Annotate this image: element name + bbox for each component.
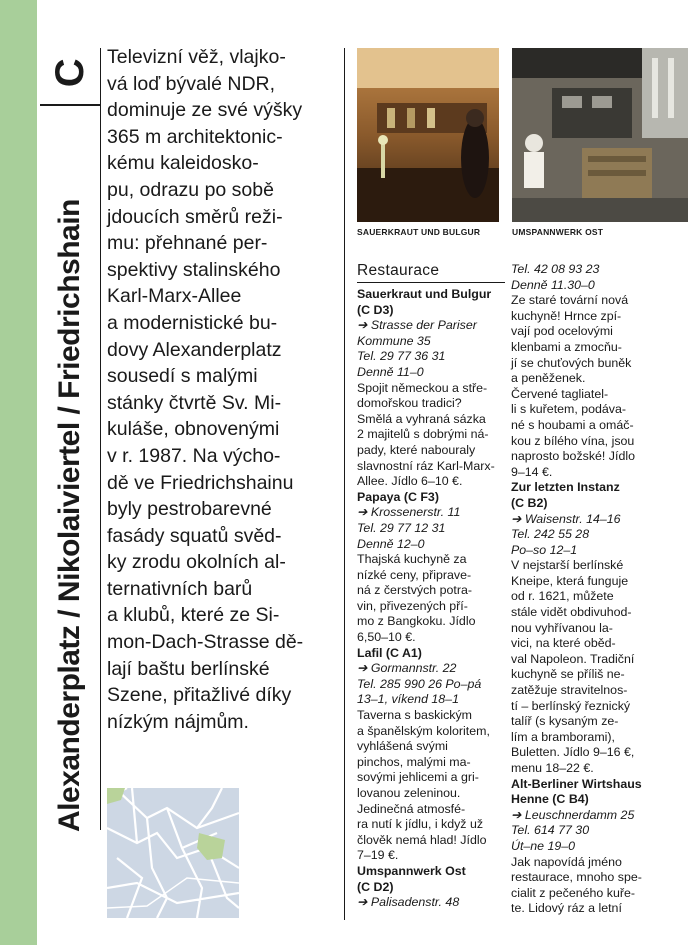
intro-line: dovy Alexanderplatz [107, 338, 282, 361]
intro-line: stánky čtvrtě Sv. Mi- [107, 391, 282, 414]
column-line: Papaya (C F3) [357, 489, 439, 504]
column-line: restaurace, mnoho spe- [511, 870, 642, 885]
column-line: kuchyně se příliš ne- [511, 667, 625, 682]
column-line: né s houbami a omáč- [511, 417, 634, 432]
intro-line: 365 m architektonic- [107, 125, 283, 148]
intro-line: spektivy stalinského [107, 258, 281, 281]
intro-line: ky zrodu okolních al- [107, 551, 286, 574]
column-line: Smělá a vyhraná sázka [357, 411, 486, 426]
column-line: Po–so 12–1 [511, 542, 578, 557]
column-line: ➔ Krossenerstr. 11 [357, 505, 461, 520]
column-line: vici, na které oběd- [511, 636, 616, 651]
column-line: Kommune 35 [357, 333, 431, 348]
intro-line: dominuje ze své výšky [107, 99, 303, 122]
column-line: 9–14 €. [511, 464, 553, 479]
photo-sauerkraut-und-bulgur [357, 48, 499, 222]
intro-line: mon-Dach-Strasse dě- [107, 631, 304, 654]
intro-line: byly pestrobarevné [107, 498, 272, 521]
chapter-title: Alexanderplatz / Nikolaiviertel / Friedrichshain [53, 199, 86, 832]
column-line: kou z bílého vína, jsou [511, 433, 635, 448]
column-line: Allee. Jídlo 6–10 €. [357, 474, 463, 489]
intro-divider [100, 48, 101, 830]
column-line: Lafil (C A1) [357, 645, 422, 660]
column-line: Taverna s baskickým [357, 708, 472, 723]
section-heading: Restaurace [357, 262, 505, 283]
column-line: nou vyhřívanou la- [511, 620, 613, 635]
column-line: Ze staré tovární nová [511, 293, 629, 308]
intro-line: v r. 1987. Na výcho- [107, 444, 281, 467]
column-line: Tel. 614 77 30 [511, 823, 590, 838]
intro-line: nízkým nájmům. [107, 710, 249, 733]
column-line: ➔ Palisadenstr. 48 [357, 895, 460, 910]
intro-line: fasády squatů svěd- [107, 524, 282, 547]
column-line: Út–ne 19–0 [511, 838, 576, 853]
column-line: ra nutí k jídlu, i když už [357, 817, 484, 832]
district-map-thumbnail [107, 788, 239, 918]
intro-line: dě ve Friedrichshainu [107, 471, 294, 494]
vertical-chapter-title [40, 42, 100, 832]
column-line: Kneipe, která funguje [511, 573, 629, 588]
column-line: ná z čerstvých potra- [357, 583, 473, 598]
column-line: Denně 11–0 [357, 364, 424, 379]
intro-line: kuláše, obnovenými [107, 418, 280, 441]
intro-line: vá loď bývalé NDR, [107, 72, 276, 95]
column-line: stále vidět obdivuhod- [511, 605, 632, 620]
column-line: 6,50–10 €. [357, 630, 416, 645]
column-line: Jedinečná atmosfé- [357, 801, 466, 816]
column-line: Umspannwerk Ost [357, 863, 466, 878]
column-line: V nejstarší berlínské [511, 558, 624, 573]
column-line: ➔ Strasse der Pariser [357, 318, 477, 333]
intro-line: ternativních barů [107, 577, 253, 600]
column-line: Tel. 29 77 12 31 [357, 520, 446, 535]
intro-line: kému kaleidosko- [107, 152, 259, 175]
column-divider [344, 48, 345, 920]
column-line: slavnostní ráz Karl-Marx- [357, 458, 495, 473]
column-line: nízké ceny, připrave- [357, 567, 472, 582]
column-line: lím a bramborami), [511, 729, 615, 744]
intro-line: Szene, přitažlivé díky [107, 684, 292, 707]
intro-line: sousedí s malými [107, 365, 258, 388]
intro-line: a modernistické bu- [107, 311, 278, 334]
column-line: Henne (C B4) [511, 792, 589, 807]
column-line: talíř (s kysaným ze- [511, 714, 619, 729]
column-line: Zur letzten Instanz [511, 480, 620, 495]
intro-line: jdoucích směrů reži- [107, 205, 283, 228]
column-line: kuchyně! Hrnce zpí- [511, 308, 622, 323]
column-line: jí se chuťových buněk [511, 355, 632, 370]
column-line: Jak napovídá jméno [511, 854, 622, 869]
column-line: Tel. 285 990 26 Po–pá [357, 676, 482, 691]
column-line: vají pod ocelovými [511, 324, 613, 339]
column-line: (C D2) [357, 879, 394, 894]
column-line: li s kuřetem, podáva- [511, 402, 627, 417]
column-line: Buletten. Jídlo 9–16 €, [511, 745, 635, 760]
section-letter: C [40, 42, 100, 106]
column-line: Sauerkraut und Bulgur [357, 287, 492, 301]
intro-line: Televizní věž, vlajko- [107, 46, 286, 68]
intro-paragraph [107, 44, 339, 735]
column-line: od r. 1621, můžete [511, 589, 614, 604]
column-line: Červené tagliatel- [511, 386, 609, 401]
intro-line: pu, odrazu po sobě [107, 178, 274, 201]
column-line: a peněženek. [511, 371, 586, 386]
intro-line: lají baštu berlínské [107, 657, 270, 680]
column-line: val Napoleon. Tradiční [511, 651, 635, 666]
column-line: zatěžuje stravitelnos- [511, 683, 628, 698]
column-line: lovanou zeleninou. [357, 786, 461, 800]
intro-line: Karl-Marx-Allee [107, 285, 242, 308]
column-line: pady, které nabouraly [357, 442, 476, 457]
column-line: Thajská kuchyně za [357, 552, 467, 567]
column-line: tí – berlínský řeznický [511, 698, 631, 713]
column-line: 13–1, víkend 18–1 [357, 692, 459, 707]
column-line: Alt-Berliner Wirtshaus [511, 776, 642, 791]
intro-line: mu: přehnané per- [107, 232, 268, 255]
green-strip [0, 0, 37, 945]
column-line: a španělským koloritem, [357, 723, 490, 738]
column-line: vyhlášená svými [357, 739, 448, 754]
column-line: cialit z pečeného kuře- [511, 885, 635, 900]
column-line: Tel. 29 77 36 31 [357, 349, 446, 364]
column-line: (C B2) [511, 495, 548, 510]
intro-line: a klubů, které ze Si- [107, 604, 280, 627]
photo-umspannwerk-ost [512, 48, 688, 222]
column-line: Tel. 42 08 93 23 [511, 262, 600, 276]
column-line: ➔ Waisenstr. 14–16 [511, 511, 621, 526]
column-line: domořskou tradici? [357, 396, 462, 411]
column-line: (C D3) [357, 302, 394, 317]
column-line: 7–19 €. [357, 848, 399, 863]
column-line: člověk nemá hlad! Jídlo [357, 832, 487, 847]
column-line: menu 18–22 €. [511, 761, 594, 775]
column-line: ➔ Gormannstr. 22 [357, 661, 457, 676]
caption-photo-2: UMSPANNWERK OST [512, 227, 604, 237]
restaurants-column-right [511, 262, 689, 917]
column-line: 2 majitelů s dobrými ná- [357, 427, 489, 442]
restaurants-column-left [357, 262, 505, 911]
column-line: sovými jehlicemi a gri- [357, 770, 479, 785]
column-line: te. Lidový ráz a letní [511, 901, 622, 916]
column-line: naprosto božské! Jídlo [511, 449, 635, 464]
column-line: ➔ Leuschnerdamm 25 [511, 807, 635, 822]
column-line: Tel. 242 55 28 [511, 527, 590, 542]
column-line: klenbami a zmocňu- [511, 339, 622, 354]
column-line: Denně 12–0 [357, 536, 425, 551]
column-line: mo z Bangkoku. Jídlo [357, 614, 476, 629]
column-line: Denně 11.30–0 [511, 277, 595, 292]
caption-photo-1: SAUERKRAUT UND BULGUR [357, 227, 481, 237]
column-line: pinchos, malými ma- [357, 754, 471, 769]
column-line: Spojit německou a stře- [357, 380, 488, 395]
column-line: vin, přivezených pří- [357, 598, 468, 613]
